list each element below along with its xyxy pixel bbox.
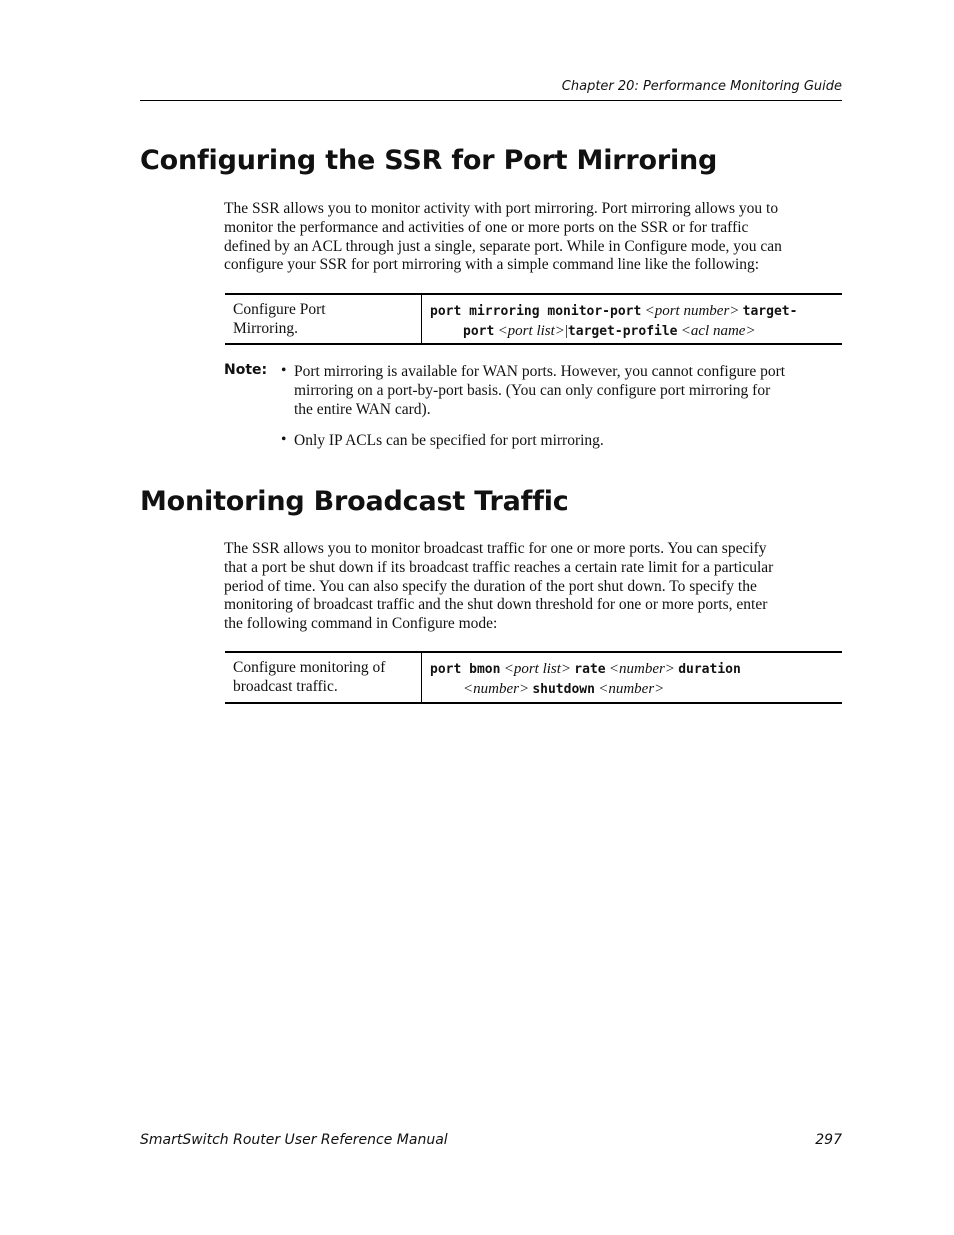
- running-head: Chapter 20: Performance Monitoring Guide: [561, 79, 842, 94]
- command-keyword: port: [463, 324, 495, 339]
- bullet-marker: •: [281, 362, 287, 379]
- note-label: Note:: [224, 362, 268, 378]
- footer-manual-title: SmartSwitch Router User Reference Manual: [140, 1132, 448, 1148]
- section2-intro-paragraph: [224, 540, 842, 634]
- command-syntax-line-1: [430, 301, 840, 321]
- command-keyword: shutdown: [532, 682, 595, 697]
- command-argument: <acl name>: [680, 323, 756, 339]
- paragraph-line: defined by an ACL through just a single, separate port. While in Configure mode, you can: [224, 237, 782, 255]
- paragraph-line: monitor the performance and activities of one or more ports on the SSR or for traffic: [224, 218, 749, 236]
- paragraph-line: the following command in Configure mode:: [224, 615, 498, 633]
- note-bullet-item: [294, 431, 842, 450]
- command-keyword: target-: [742, 304, 798, 319]
- command-argument: <number>: [598, 681, 665, 697]
- section1-intro-paragraph: [224, 200, 842, 275]
- note-line: Only IP ACLs can be specified for port mirroring.: [294, 432, 604, 449]
- command-argument: <number>: [608, 661, 675, 677]
- command-syntax-cell: [430, 659, 840, 699]
- command-syntax-line-1: [430, 659, 840, 679]
- command-argument: <port number>: [644, 303, 740, 319]
- section-title-port-mirroring: Configuring the SSR for Port Mirroring: [140, 145, 718, 176]
- command-keyword: duration: [678, 662, 741, 677]
- note-line: the entire WAN card).: [294, 401, 431, 418]
- command-separator: |: [564, 323, 568, 339]
- command-description-cell: [225, 295, 422, 343]
- command-description-cell: [225, 653, 422, 702]
- paragraph-line: that a port be shut down if its broadcast traffic reaches a certain rate limit for a particular: [224, 558, 774, 576]
- command-argument: <port list>: [503, 661, 572, 677]
- command-syntax-line-2: [430, 321, 840, 341]
- command-keyword: port bmon: [430, 662, 501, 677]
- command-table-port-mirroring: [225, 293, 842, 345]
- command-syntax-cell: [430, 301, 840, 341]
- paragraph-line: configure your SSR for port mirroring with a simple command line like the following:: [224, 256, 760, 274]
- command-keyword: target-profile: [567, 324, 678, 339]
- command-keyword: port mirroring monitor-port: [430, 304, 642, 319]
- paragraph-line: period of time. You can also specify the duration of the port shut down. To specify the: [224, 577, 757, 595]
- command-syntax-line-2: [430, 679, 840, 699]
- paragraph-line: The SSR allows you to monitor broadcast traffic for one or more ports. You can specify: [224, 540, 767, 557]
- command-argument: <port list>: [497, 323, 565, 339]
- command-keyword: rate: [574, 662, 606, 677]
- command-description-line: Configure monitoring of: [233, 659, 386, 676]
- command-table-broadcast-monitoring: [225, 651, 842, 704]
- footer-page-number: 297: [815, 1132, 842, 1148]
- bullet-marker: •: [281, 431, 287, 448]
- note-line: mirroring on a port-by-port basis. (You can only configure port mirroring for: [294, 382, 771, 399]
- command-description-line: Configure Port: [233, 301, 326, 318]
- command-argument: <number>: [463, 681, 530, 697]
- paragraph-line: The SSR allows you to monitor activity with port mirroring. Port mirroring allows you to: [224, 200, 779, 217]
- paragraph-line: monitoring of broadcast traffic and the shut down threshold for one or more ports, enter: [224, 596, 768, 614]
- note-bullet-item: [294, 362, 842, 419]
- command-description-line: Mirroring.: [233, 320, 299, 337]
- command-description-line: broadcast traffic.: [233, 678, 338, 695]
- note-line: Port mirroring is available for WAN ports. However, you cannot configure port: [294, 363, 786, 380]
- section-title-broadcast-traffic: Monitoring Broadcast Traffic: [140, 486, 569, 517]
- header-rule: [140, 100, 842, 101]
